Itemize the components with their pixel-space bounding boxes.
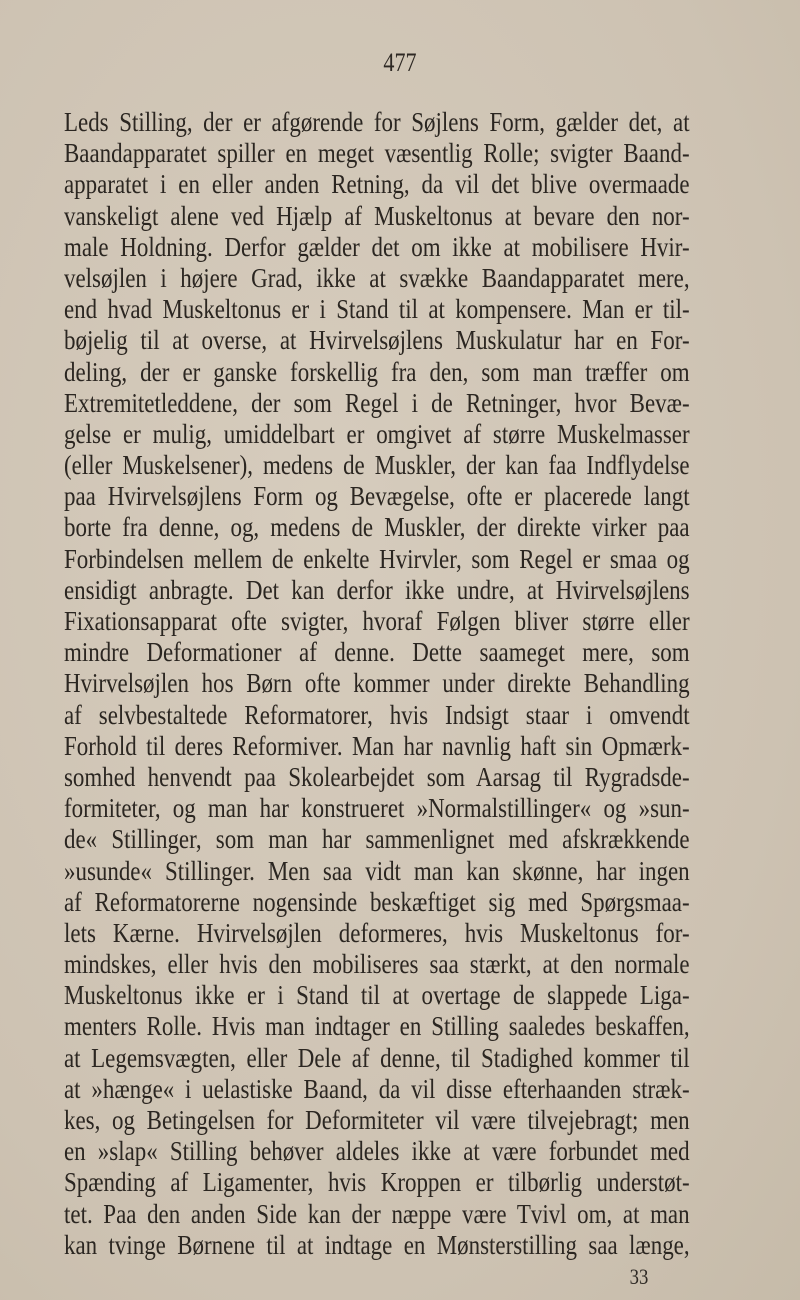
text-line: menters Rolle. Hvis man indtager en Stilling saaledes beskaffen,	[64, 1011, 690, 1042]
body-text	[64, 102, 800, 1260]
text-line: at Legemsvægten, eller Dele af denne, til Stadighed kommer til	[64, 1042, 690, 1073]
text-line: af Reformatorerne nogensinde beskæftiget sig med Spørgsmaa-	[64, 886, 690, 917]
page-number: 477	[383, 48, 417, 77]
text-line: Leds Stilling, der er afgørende for Søjlens Form, gælder det, at	[64, 107, 690, 137]
text-line: at »hænge« i uelastiske Baand, da vil disse efterhaanden stræk-	[64, 1073, 690, 1104]
text-line: en »slap« Stilling behøver aldeles ikke at være forbundet med	[64, 1136, 690, 1167]
text-line: Fixationsapparat ofte svigter, hvoraf Følgen bliver større eller	[64, 606, 690, 636]
text-line: male Holdning. Derfor gælder det om ikke at mobilisere Hvir-	[64, 231, 690, 262]
text-line: Spænding af Ligamenter, hvis Kroppen er tilbørlig understøt-	[64, 1167, 690, 1198]
text-line: gelse er mulig, umiddelbart er omgivet af større Muskelmasser	[64, 418, 690, 449]
text-line: Forbindelsen mellem de enkelte Hvirvler, som Regel er smaa og	[64, 543, 690, 574]
text-line: mindskes, eller hvis den mobiliseres saa stærkt, at den normale	[64, 949, 690, 980]
text-line: Forhold til deres Reformiver. Man har navnlig haft sin Opmærk-	[64, 730, 690, 761]
text-line: (eller Muskelsener), medens de Muskler, der kan faa Indflydelse	[64, 450, 690, 481]
text-line: borte fra denne, og, medens de Muskler, der direkte virker paa	[64, 512, 690, 543]
text-line: velsøjlen i højere Grad, ikke at svække Baandapparatet mere,	[64, 262, 690, 293]
text-line: Hvirvelsøjlen hos Børn ofte kommer under direkte Behandling	[64, 668, 690, 699]
text-line: tet. Paa den anden Side kan der næppe være Tvivl om, at man	[64, 1198, 690, 1229]
text-line: deling, der er ganske forskellig fra den, som man træffer om	[64, 356, 690, 387]
signature-mark: 33	[629, 1264, 649, 1289]
text-line: vanskeligt alene ved Hjælp af Muskeltonus at bevare den nor-	[64, 200, 690, 231]
text-line: formiteter, og man har konstrueret »Normalstillinger« og »sun-	[64, 793, 690, 824]
text-line: de« Stillinger, som man har sammenlignet med afskrækkende	[64, 824, 690, 855]
text-line: kes, og Betingelsen for Deformiteter vil være tilvejebragt; men	[64, 1105, 690, 1135]
text-line: mindre Deformationer af denne. Dette saameget mere, som	[64, 637, 690, 668]
text-line: paa Hvirvelsøjlens Form og Bevægelse, ofte er placerede langt	[64, 481, 690, 512]
text-line: af selvbestaltede Reformatorer, hvis Indsigt staar i omvendt	[64, 699, 690, 730]
text-line: bøjelig til at overse, at Hvirvelsøjlens Muskulatur har en For-	[64, 325, 690, 356]
text-line: apparatet i en eller anden Retning, da vil det blive overmaade	[64, 169, 690, 200]
text-line: lets Kærne. Hvirvelsøjlen deformeres, hvis Muskeltonus for-	[64, 917, 690, 948]
text-line: kan tvinge Børnene til at indtage en Mønsterstilling saa længe,	[64, 1229, 690, 1260]
text-line: somhed henvendt paa Skolearbejdet som Aarsag til Rygradsde-	[64, 761, 690, 792]
text-line: »usunde« Stillinger. Men saa vidt man kan skønne, har ingen	[64, 855, 690, 886]
text-line: end hvad Muskeltonus er i Stand til at kompensere. Man er til-	[64, 294, 690, 325]
text-line: Baandapparatet spiller en meget væsentlig Rolle; svigter Baand-	[64, 138, 690, 169]
text-line: ensidigt anbragte. Det kan derfor ikke undre, at Hvirvelsøjlens	[64, 574, 690, 605]
text-line: Extremitetleddene, der som Regel i de Retninger, hvor Bevæ-	[64, 387, 690, 418]
text-line: Muskeltonus ikke er i Stand til at overtage de slappede Liga-	[64, 980, 690, 1011]
